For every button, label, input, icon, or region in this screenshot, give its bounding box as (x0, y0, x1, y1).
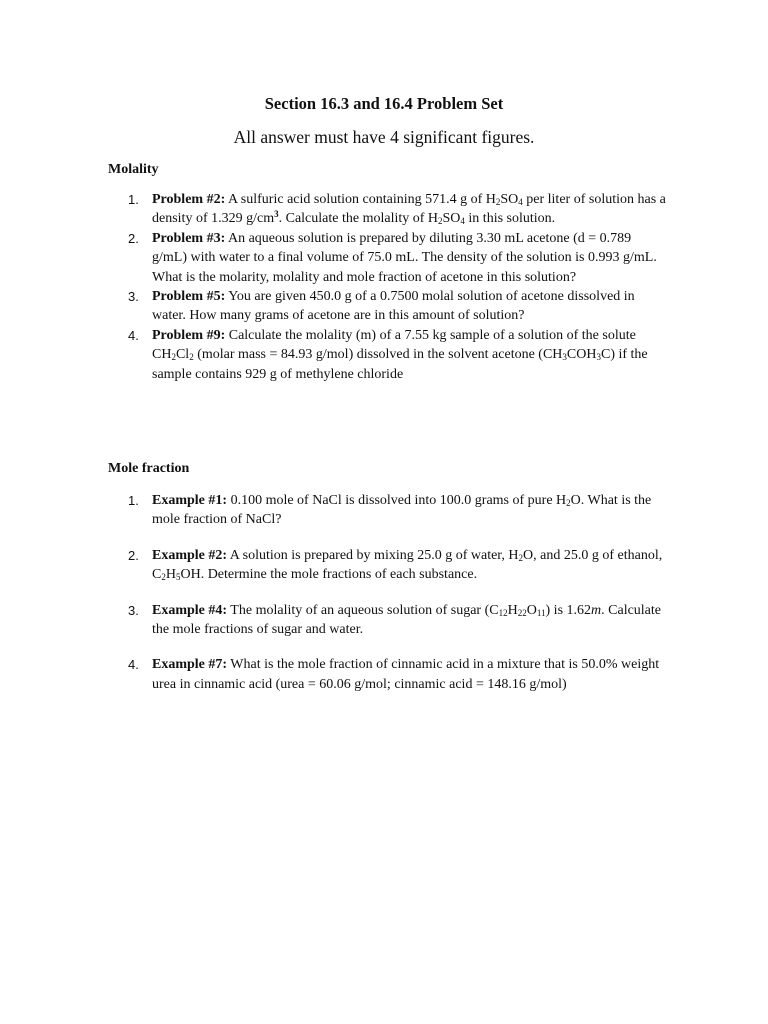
item-label: Problem #3: (152, 230, 226, 246)
item-label: Example #2: (152, 547, 228, 563)
list-item (108, 546, 668, 585)
subscript: 4 (460, 216, 465, 227)
section-heading-mole-fraction: Mole fraction (108, 461, 190, 476)
subscript: 2 (438, 216, 443, 227)
item-number: 3. (128, 602, 139, 618)
item-text: You are given 450.0 g of a 0.7500 molal solution of acetone dissolved in water. How many grams of acetone are in this amount of solution? (152, 289, 635, 324)
item-text: Calculate the molality (m) of a 7.55 kg sample of a solution of the solute CH (152, 327, 636, 363)
subscript: 2 (566, 498, 571, 508)
subscript: 2 (518, 552, 524, 563)
list-item (108, 491, 668, 530)
subscript: 2 (495, 197, 501, 207)
item-text: What is the mole fraction of cinnamic acid in a mixture that is 50.0% weight urea in cinnamic acid (urea = 60.06 g/mol; cinnamic acid = 148.16 g/mol) (152, 657, 660, 692)
list-item (108, 655, 668, 694)
item-number: 4. (128, 657, 139, 673)
item-text: A solution is prepared by mixing 25.0 g of water, H (227, 547, 519, 563)
item-text: . Calculate the mole fractions of sugar and water. (152, 602, 662, 638)
item-number: 2. (128, 547, 139, 563)
item-text: SO (442, 211, 461, 227)
subscript: 22 (517, 607, 527, 618)
item-text: H (165, 567, 176, 583)
item-label: Problem #2: (152, 192, 226, 207)
item-number: 1. (128, 493, 139, 508)
subscript: 3 (596, 352, 601, 363)
molality-problem-list (108, 190, 668, 384)
subscript: 4 (518, 197, 523, 207)
item-text: 0.100 mole of NaCl is dissolved into 100.0 grams of pure H (227, 493, 567, 508)
list-item (108, 190, 668, 229)
item-number: 2. (128, 230, 139, 246)
item-text: Cl (175, 347, 190, 363)
item-text: O, and 25.0 g of ethanol, C (152, 547, 663, 583)
subscript: 5 (175, 572, 181, 583)
subscript: 2 (161, 572, 166, 583)
item-label: Example #1: (152, 493, 228, 508)
item-text: O. What is the mole fraction of NaCl? (152, 493, 652, 528)
subscript: 3 (562, 352, 567, 363)
mole-fraction-example-list (108, 491, 668, 710)
item-label: Problem #5: (152, 289, 226, 305)
item-number: 1. (128, 192, 139, 207)
superscript: 3 (274, 209, 279, 220)
item-text: O (526, 602, 537, 618)
list-item (108, 229, 668, 287)
item-label: Example #4: (152, 602, 228, 618)
item-text: (molar mass = 84.93 g/mol) dissolved in the solvent acetone (CH (193, 347, 563, 363)
item-text: H (507, 602, 518, 618)
subscript: 2 (189, 352, 194, 363)
page-subtitle: All answer must have 4 significant figures. (233, 127, 535, 147)
item-text: C) if the sample contains 929 g of methylene chloride (152, 347, 648, 382)
item-text: in this solution. (464, 211, 556, 227)
list-item (108, 601, 668, 640)
list-item (108, 287, 668, 326)
item-text: . Calculate the molality of H (278, 211, 439, 227)
item-label: Problem #9: (152, 327, 226, 343)
subscript: 12 (498, 607, 508, 618)
item-text: ) is 1.62 (545, 602, 592, 618)
item-text: A sulfuric acid solution containing 571.4 g of H (225, 192, 496, 207)
item-label: Example #7: (152, 657, 228, 673)
item-text: per liter of solution has a density of 1.329 g/cm (152, 192, 666, 227)
item-text: OH. Determine the mole fractions of each substance. (180, 567, 478, 583)
item-number: 4. (128, 327, 139, 343)
item-text: SO (500, 192, 519, 207)
item-text: m (591, 602, 602, 618)
subscript: 2 (171, 352, 176, 363)
subscript: 11 (536, 607, 546, 618)
item-text: The molality of an aqueous solution of sugar (C (227, 602, 499, 618)
page-title: Section 16.3 and 16.4 Problem Set (264, 94, 504, 113)
item-text: COH (566, 347, 597, 363)
section-heading-molality: Molality (108, 162, 159, 177)
item-text: An aqueous solution is prepared by diluting 3.30 mL acetone (d = 0.789 g/mL) with water to a final volume of 75.0 mL. The density of the solution is 0.993 g/mL. What is the molarity, molality and mole fraction of acetone in this solution? (152, 230, 657, 285)
list-item (108, 326, 668, 384)
item-number: 3. (128, 289, 139, 305)
